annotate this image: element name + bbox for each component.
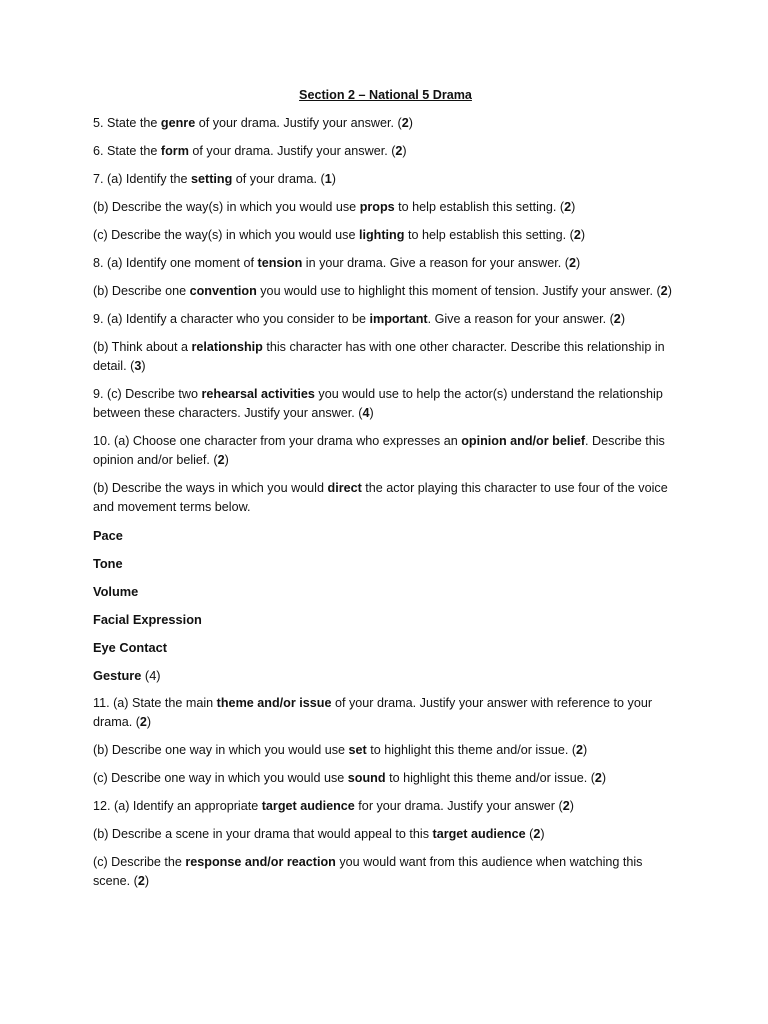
question-text: (b) Describe one <box>93 284 190 298</box>
questions-block-b <box>93 694 678 891</box>
question-keyword: 2 <box>139 715 147 729</box>
question-text: this character has with one other character. Describe this relationship in detail. ( <box>93 340 665 373</box>
term-item: Facial Expression <box>93 612 202 627</box>
term-item: Pace <box>93 528 123 543</box>
question-text: ) <box>583 743 588 757</box>
question-text: 11. (a) State the main <box>93 696 217 710</box>
question-keyword: form <box>160 144 189 158</box>
question-text: of your drama. Justify your answer with reference to your drama. ( <box>93 696 653 729</box>
question-text: of your drama. ( <box>232 172 325 186</box>
section-title: Section 2 – National 5 Drama <box>299 88 472 102</box>
question-item <box>93 254 678 273</box>
question-text: 8. (a) Identify one moment of <box>93 256 258 270</box>
question-text: ) <box>408 116 413 130</box>
terms-list <box>93 526 678 657</box>
question-text: you would want from this audience when watching this scene. ( <box>93 855 643 888</box>
question-keyword: 1 <box>324 172 332 186</box>
question-text: ) <box>369 406 374 420</box>
question-item <box>93 432 678 470</box>
question-item <box>93 170 678 189</box>
question-text: 6. State the <box>93 144 161 158</box>
question-keyword: 2 <box>568 256 576 270</box>
question-text: for your drama. Justify your answer ( <box>354 799 563 813</box>
question-text: to help establish this setting. ( <box>394 200 565 214</box>
question-text: ) <box>569 799 574 813</box>
question-text: ( <box>525 827 534 841</box>
question-item <box>93 853 678 891</box>
question-text: ) <box>580 228 586 242</box>
question-item <box>93 198 678 217</box>
question-item <box>93 114 678 133</box>
question-text: . Describe this opinion and/or belief. ( <box>93 434 665 467</box>
question-keyword: tension <box>257 256 303 270</box>
question-keyword: convention <box>189 284 257 298</box>
question-keyword: 2 <box>613 312 621 326</box>
question-item <box>93 479 678 517</box>
question-text: 10. (a) Choose one character from your drama who expresses an <box>93 434 462 448</box>
question-text: ) <box>224 453 229 467</box>
question-item <box>93 769 678 788</box>
term-gesture-mark: (4) <box>141 668 161 683</box>
term-item: Eye Contact <box>93 640 167 655</box>
question-text: to highlight this theme and/or issue. ( <box>366 743 577 757</box>
question-item <box>93 797 678 816</box>
term-item: Tone <box>93 556 123 571</box>
question-text: ) <box>141 359 146 373</box>
question-keyword: 3 <box>134 359 142 373</box>
term-gesture: Gesture <box>93 668 142 683</box>
question-keyword: theme and/or issue <box>216 696 332 710</box>
question-keyword: 2 <box>576 743 584 757</box>
question-text: (c) Describe the way(s) in which you would use <box>93 228 359 242</box>
question-text: of your drama. Justify your answer. ( <box>195 116 402 130</box>
question-keyword: set <box>348 743 367 757</box>
question-text: (b) Describe one way in which you would use <box>93 743 349 757</box>
question-item <box>93 226 678 245</box>
question-text: (b) Think about a <box>93 340 192 354</box>
question-keyword: opinion and/or belief <box>461 434 586 448</box>
question-text: . Give a reason for your answer. ( <box>427 312 614 326</box>
question-text: ) <box>146 715 152 729</box>
question-text: ) <box>144 874 150 888</box>
question-text: of your drama. Justify your answer. ( <box>188 144 396 158</box>
question-keyword: relationship <box>191 340 263 354</box>
question-text: 9. (c) Describe two <box>93 387 202 401</box>
question-keyword: 4 <box>362 406 370 420</box>
question-text: 7. (a) Identify the <box>93 172 192 186</box>
question-keyword: target audience <box>432 827 526 841</box>
question-text: you would use to help the actor(s) understand the relationship between these characters. Justify your answer. ( <box>93 387 663 420</box>
question-keyword: props <box>359 200 395 214</box>
question-text: ) <box>540 827 545 841</box>
question-keyword: 2 <box>573 228 581 242</box>
question-text: 12. (a) Identify an appropriate <box>93 799 262 813</box>
question-keyword: 2 <box>594 771 602 785</box>
questions-block-a <box>93 114 678 517</box>
question-text: 9. (a) Identify a character who you consider to be <box>93 312 370 326</box>
question-text: to help establish this setting. ( <box>404 228 574 242</box>
question-keyword: direct <box>327 481 362 495</box>
question-item <box>93 142 678 161</box>
question-keyword: 2 <box>137 874 145 888</box>
question-keyword: setting <box>191 172 233 186</box>
question-item <box>93 741 678 760</box>
question-text: ) <box>667 284 672 298</box>
question-text: ) <box>402 144 407 158</box>
question-text: ) <box>620 312 626 326</box>
question-text: the actor playing this character to use four of the voice and movement terms below. <box>93 481 668 514</box>
question-keyword: rehearsal activities <box>201 387 315 401</box>
question-item <box>93 282 678 301</box>
question-text: ) <box>571 200 576 214</box>
question-keyword: lighting <box>358 228 405 242</box>
term-gesture-line <box>93 666 678 685</box>
question-keyword: 2 <box>395 144 403 158</box>
question-keyword: 2 <box>533 827 541 841</box>
question-text: (b) Describe a scene in your drama that would appeal to this <box>93 827 433 841</box>
question-keyword: 2 <box>217 453 225 467</box>
question-text: you would use to highlight this moment of tension. Justify your answer. ( <box>256 284 661 298</box>
question-text: in your drama. Give a reason for your answer. ( <box>302 256 569 270</box>
question-text: (c) Describe the <box>93 855 186 869</box>
question-keyword: 2 <box>660 284 668 298</box>
question-item <box>93 310 678 329</box>
question-text: to highlight this theme and/or issue. ( <box>385 771 595 785</box>
question-text: (b) Describe the ways in which you would <box>93 481 328 495</box>
question-keyword: sound <box>347 771 386 785</box>
question-item <box>93 338 678 376</box>
question-text: 5. State the <box>93 116 161 130</box>
question-text: ) <box>601 771 607 785</box>
question-text: (b) Describe the way(s) in which you would use <box>93 200 360 214</box>
document-page <box>93 86 678 900</box>
question-text: ) <box>575 256 581 270</box>
question-keyword: 2 <box>401 116 409 130</box>
question-keyword: important <box>369 312 428 326</box>
question-text: (c) Describe one way in which you would use <box>93 771 348 785</box>
question-text: ) <box>331 172 336 186</box>
question-keyword: 2 <box>564 200 572 214</box>
question-keyword: genre <box>160 116 196 130</box>
question-keyword: response and/or reaction <box>185 855 336 869</box>
question-keyword: 2 <box>562 799 570 813</box>
question-item <box>93 694 678 732</box>
question-item <box>93 385 678 423</box>
question-keyword: target audience <box>261 799 355 813</box>
question-item <box>93 825 678 844</box>
term-item: Volume <box>93 584 139 599</box>
